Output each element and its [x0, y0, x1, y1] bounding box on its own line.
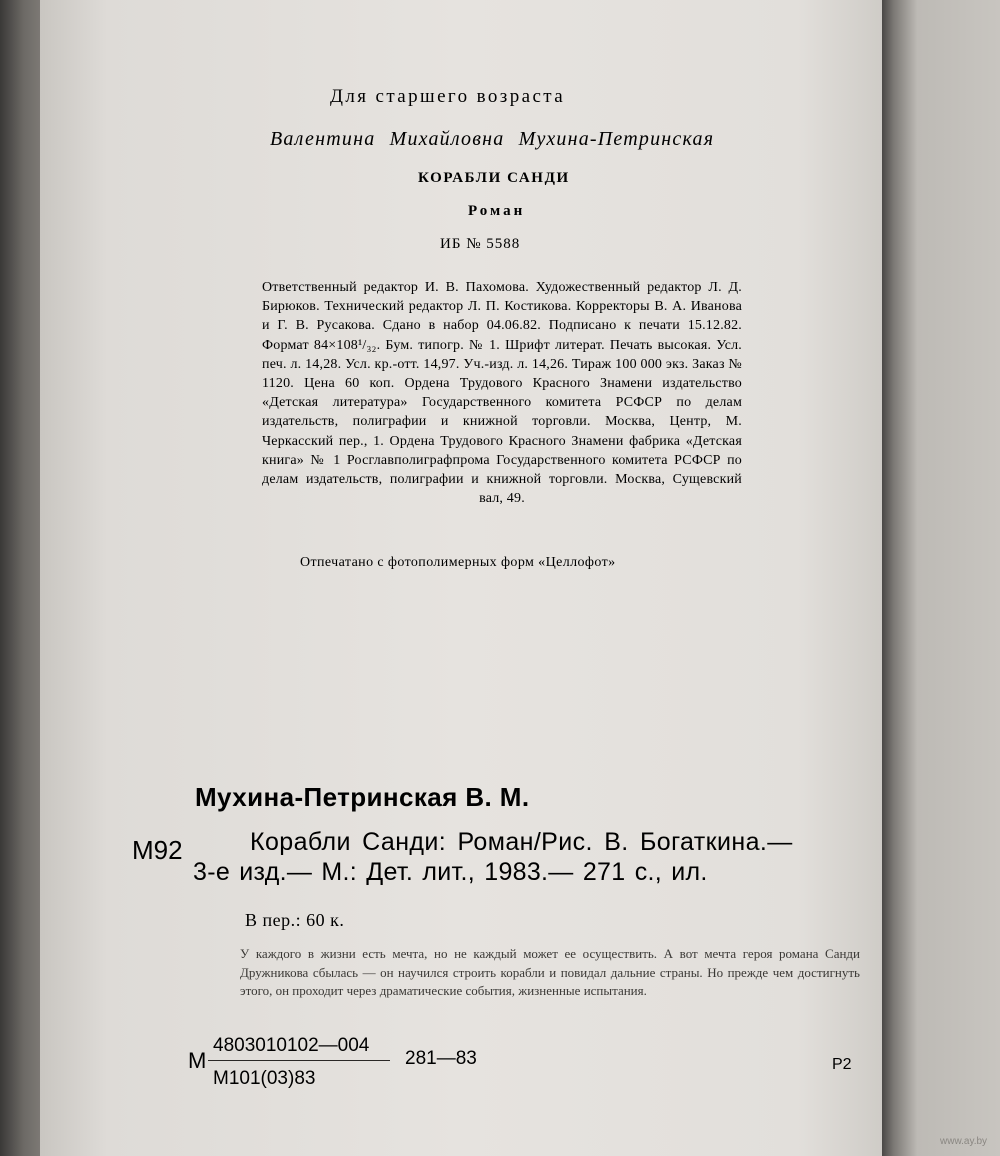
- bbk-section: Р2: [832, 1056, 852, 1073]
- site-watermark: www.ay.by: [940, 1136, 988, 1147]
- author-full-name: Валентина Михайловна Мухина-Петринская: [270, 128, 715, 150]
- printed-note: Отпечатано с фотополимерных форм «Целлофот»: [300, 555, 616, 570]
- index-letter: М: [188, 1048, 207, 1073]
- ib-number: ИБ № 5588: [440, 236, 521, 252]
- series-label: Для старшего возраста: [330, 86, 566, 107]
- publication-credits: Ответственный редактор И. В. Пахомова. Художественный редактор Л. Д. Бирюков. Технический редактор Л. П. Костикова. Корректоры В. А. Иванова и Г. В. Русакова. Сдано в набор 04.06.82. Подписано к печати 15.12.82. Формат 84×108¹/₃₂. Бум. типогр. № 1. Шрифт литерат. Печать высокая. Усл. печ. л. 14,28. Усл. кр.-отт. 14,97. Уч.-изд. л. 14,26. Тираж 100 000 экз. Заказ № 1120. Цена 60 коп. Ордена Трудового Красного Знамени издательство «Детская литература» Государственного комитета РСФСР по делам издательств, полиграфии и книжной торговли. Москва, Центр, М. Черкасский пер., 1. Ордена Трудового Красного Знамени фабрика «Детская книга» № 1 Росглавполиграфпрома Государственного комитета РСФСР по делам издательств, полиграфии и книжной торговли. Москва, Сущевский вал, 49.: [262, 280, 742, 507]
- genre-label: Роман: [468, 203, 526, 219]
- next-page-edge: [882, 0, 1000, 1156]
- catalog-title-line: Корабли Санди: Роман/Рис. В. Богаткина.—: [250, 828, 793, 856]
- index-fraction-bar: [208, 1060, 390, 1061]
- index-denominator: М101(03)83: [213, 1068, 316, 1089]
- catalog-author: Мухина-Петринская В. М.: [195, 782, 530, 812]
- index-numerator: 4803010102—004: [213, 1035, 370, 1056]
- book-annotation: У каждого в жизни есть мечта, но не каждый может ее осуществить. А вот мечта героя романа Санди Дружникова сбылась — он научился строить корабли и повидал дальние страны. Но прежде чем достигнуть этого, он проходит через драматические события, жизненные испытания.: [240, 946, 860, 998]
- catalog-price: В пер.: 60 к.: [245, 910, 345, 930]
- catalog-code: М92: [132, 835, 183, 865]
- book-title: КОРАБЛИ САНДИ: [418, 170, 570, 186]
- index-number: 281—83: [405, 1048, 477, 1069]
- catalog-edition-line: 3-е изд.— М.: Дет. лит., 1983.— 271 с., ил.: [193, 858, 708, 886]
